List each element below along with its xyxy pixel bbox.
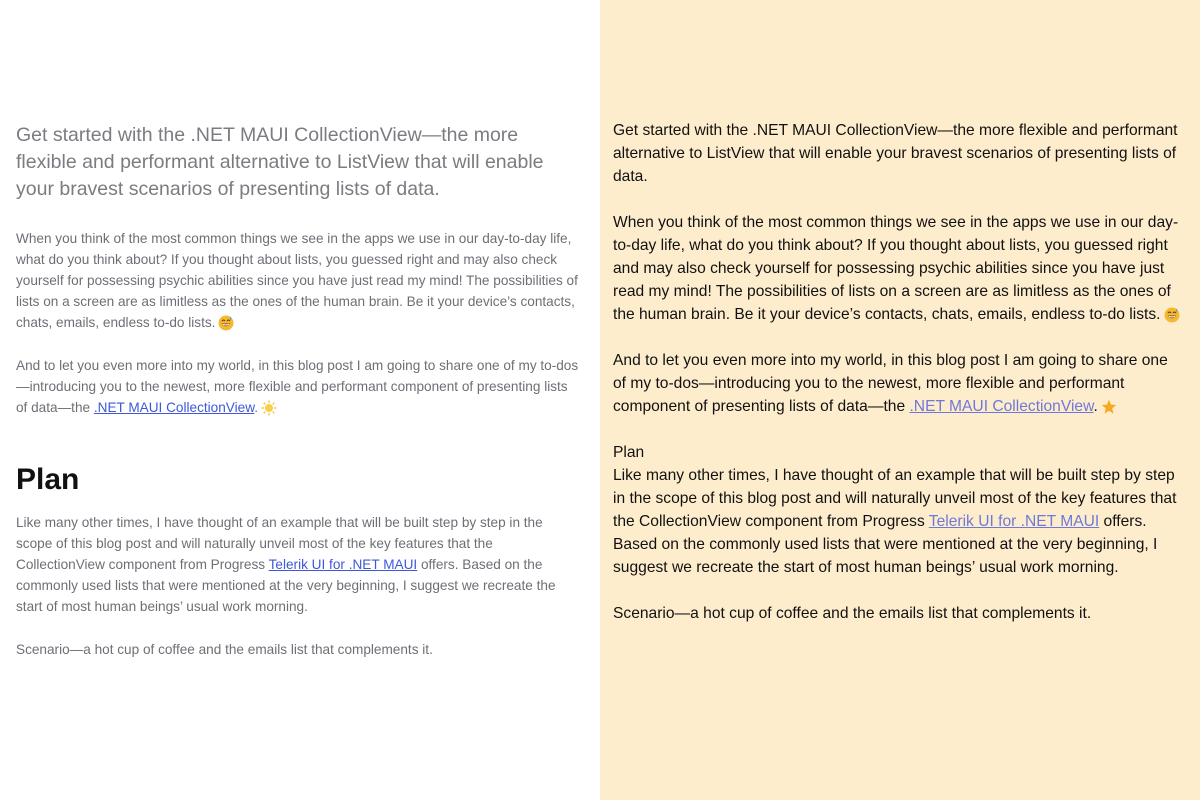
rendered-text-pane xyxy=(600,0,1200,800)
star-emoji-icon xyxy=(1101,399,1115,413)
article-paragraph-intro xyxy=(16,228,582,333)
rendered-paragraph-scenario: Scenario—a hot cup of coffee and the emails list that complements it. xyxy=(613,605,1092,622)
collectionview-link[interactable]: .NET MAUI CollectionView xyxy=(909,398,1094,415)
article-paragraph-todo xyxy=(16,355,582,418)
rendered-paragraph-intro xyxy=(613,211,1184,326)
paragraph-text: Like many other times, I have thought of an example that will be built step by step in the scope of this blog post and will naturally unveil most of the key features that the CollectionView component from Progress xyxy=(613,467,1177,530)
paragraph-text-end: offers. Based on the commonly used lists that were mentioned at the very beginning, I suggest we recreate the start of most human beings’ usual work morning. xyxy=(16,557,556,614)
paragraph-text: Like many other times, I have thought of an example that will be built step by step in the scope of this blog post and will naturally unveil most of the key features that the CollectionView component from Progress xyxy=(16,515,543,572)
grinning-sweat-emoji-icon xyxy=(1164,307,1178,321)
telerik-ui-link[interactable]: Telerik UI for .NET MAUI xyxy=(268,557,418,572)
sun-emoji-icon xyxy=(261,400,275,414)
article-paragraph-plan xyxy=(16,512,582,617)
article-lead: Get started with the .NET MAUI CollectionView—the more flexible and performant alternative to ListView that will enable your bravest scenarios of presenting lists of data. xyxy=(16,124,544,200)
paragraph-text: And to let you even more into my world, in this blog post I am going to share one of my to-dos—introducing you to the newest, more flexible and performant component of presenting lists of data—the xyxy=(613,352,1168,415)
section-heading-plan: Plan xyxy=(16,463,80,496)
collectionview-link[interactable]: .NET MAUI CollectionView xyxy=(93,400,255,415)
paragraph-text: And to let you even more into my world, in this blog post I am going to share one of my to-dos—introducing you to the newest, more flexible and performant component of presenting lists of data—the xyxy=(16,358,579,415)
paragraph-text: When you think of the most common things we see in the apps we use in our day-to-day life, what do you think about? If you thought about lists, you guessed right and may also check yourself for possessing psychic abilities since you have just read my mind! The possibilities of lists on a screen are as limitless as the ones of the human brain. Be it your device’s contacts, chats, emails, endless to-do lists. xyxy=(16,231,578,330)
paragraph-text-end: offers. Based on the commonly used lists that were mentioned at the very beginning, I suggest we recreate the start of most human beings’ usual work morning. xyxy=(613,513,1158,576)
article-paragraph-scenario: Scenario—a hot cup of coffee and the emails list that complements it. xyxy=(16,642,433,657)
rendered-paragraph-todo xyxy=(613,349,1184,418)
rendered-paragraph-lead: Get started with the .NET MAUI CollectionView—the more flexible and performant alternative to ListView that will enable your bravest scenarios of presenting lists of data. xyxy=(613,122,1178,185)
paragraph-text-end: . xyxy=(254,400,259,415)
paragraph-text: When you think of the most common things we see in the apps we use in our day-to-day life, what do you think about? If you thought about lists, you guessed right and may also check yourself for possessing psychic abilities since you have just read my mind! The possibilities of lists on a screen are as limitless as the ones of the human brain. Be it your device’s contacts, chats, emails, endless to-do lists. xyxy=(613,214,1179,323)
rendered-heading-plan: Plan xyxy=(613,444,645,461)
paragraph-text-end: . xyxy=(1093,398,1098,415)
rendered-paragraph-plan xyxy=(613,464,1184,579)
grinning-sweat-emoji-icon xyxy=(218,315,232,329)
telerik-ui-link[interactable]: Telerik UI for .NET MAUI xyxy=(928,513,1100,530)
